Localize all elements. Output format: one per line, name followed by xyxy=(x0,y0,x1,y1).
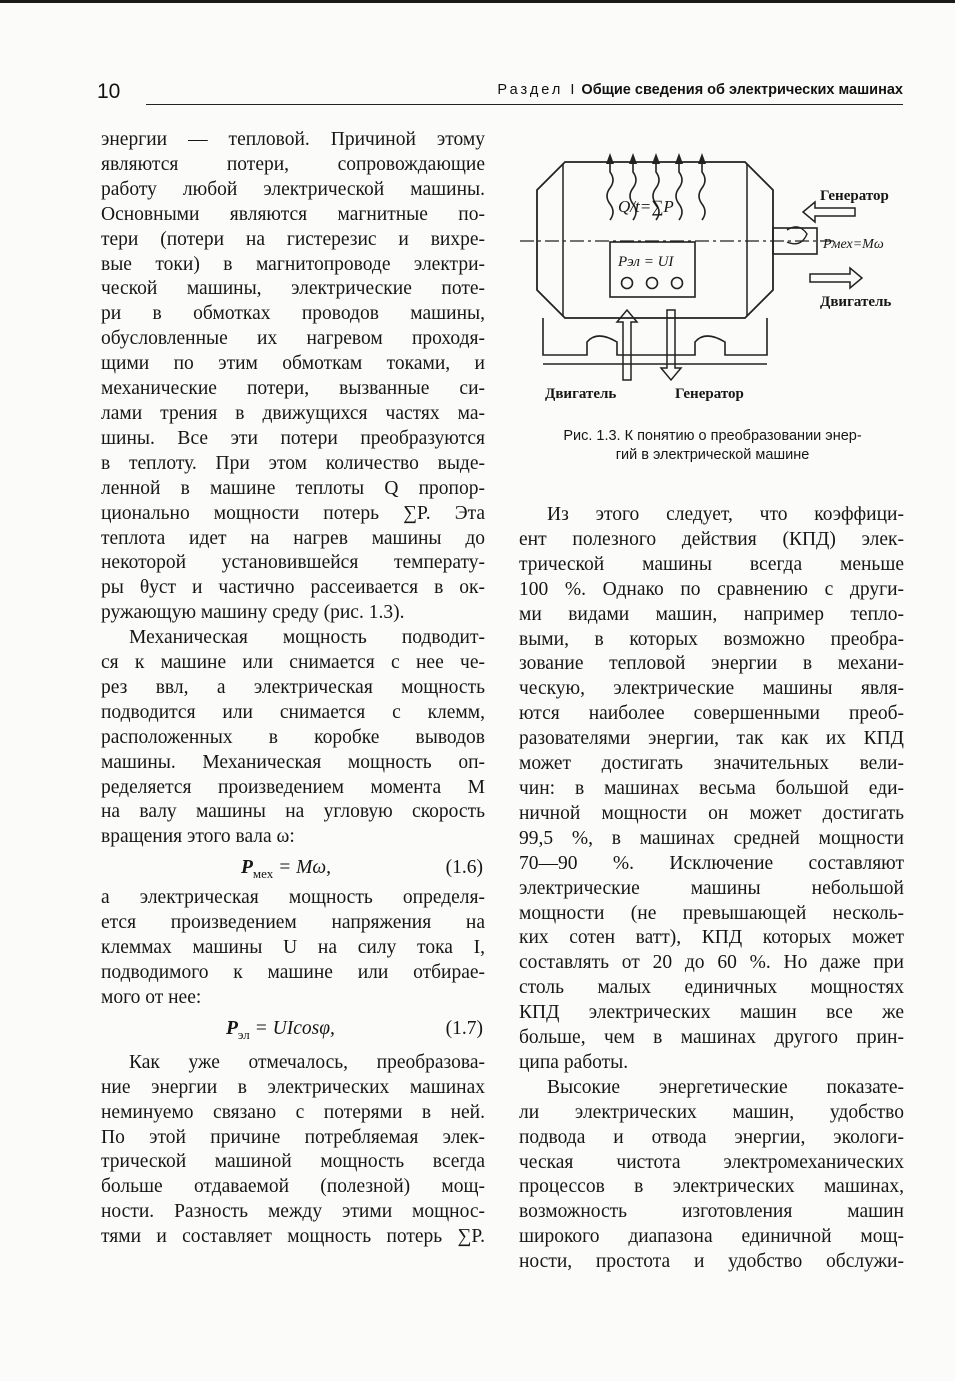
text-line: ры θуст и частично рассеивается в ок- xyxy=(101,577,485,599)
header-rule xyxy=(146,104,903,105)
text-line: разователями энергии, так как их КПД xyxy=(519,728,904,750)
text-line: больше отдаваемой (полезной) мощ- xyxy=(101,1176,485,1198)
text-line: обусловленные их нагревом проходя- xyxy=(101,328,485,350)
text-line: подвода и отвода энергии, экологи- xyxy=(519,1126,904,1148)
text-line: мощности (не превышающей несколь- xyxy=(519,902,904,924)
text-line: Как уже отмечалось, преобразова- xyxy=(129,1051,485,1073)
formula-1-6 xyxy=(101,850,485,886)
text-line: шины. Все эти потери преобразуются xyxy=(101,427,485,449)
text-line: ли электрических машин, удобство xyxy=(519,1101,904,1123)
paragraph-6 xyxy=(519,1076,904,1275)
text-line: на валу машины на угловую скорость xyxy=(101,801,485,823)
left-column xyxy=(101,128,485,1250)
text-line: машины. Механическая мощность оп- xyxy=(101,751,485,773)
text-line: ности, простота и удобство обслужи- xyxy=(519,1251,904,1273)
generator-label-right: Генератор xyxy=(820,188,889,204)
text-line: больше, чем в машинах другого прин- xyxy=(519,1027,904,1049)
text-line: чин: в машинах весьма большой еди- xyxy=(519,777,904,799)
figure-caption xyxy=(520,427,905,465)
text-line: ничной мощности он может достигать xyxy=(519,802,904,824)
text-line: вращения этого вала ω: xyxy=(101,826,295,848)
text-line: ципа работы. xyxy=(519,1051,629,1073)
text-line: выми, в которых возможно преобра- xyxy=(519,628,904,650)
formula-expression: $P_{мех} = M\omega$, xyxy=(241,857,332,882)
chapter-title: Общие сведения об электрических машинах xyxy=(581,82,903,98)
text-line: являются потери, сопровождающие xyxy=(101,153,485,175)
text-line: ределяется произведением момента M xyxy=(101,776,485,798)
text-line: ческой машины, электрические поте- xyxy=(101,278,485,300)
text-line: механические потери, вызванные си- xyxy=(101,378,485,400)
text-line: расположенных в коробке выводов xyxy=(101,726,485,748)
text-line: некоторой установившейся температу- xyxy=(101,552,485,574)
text-line: Из этого следует, что коэффици- xyxy=(547,504,904,525)
text-line: ми видами машин, например тепло- xyxy=(519,603,904,625)
text-line: зование тепловой энергии в механи- xyxy=(519,653,904,675)
paragraph-4 xyxy=(101,1051,485,1250)
formula-expression: $P_{эл} = UIcos\varphi$, xyxy=(226,1017,335,1042)
paragraph-1 xyxy=(101,128,485,626)
caption-line: Рис. 1.3. К понятию о преобразовании энер- xyxy=(563,428,862,444)
figure-1-3 xyxy=(515,150,910,410)
text-line: составлять от 20 до 60 %. Но даже при xyxy=(519,952,904,974)
text-line: мого от нее: xyxy=(101,986,202,1008)
text-line: лами трения в движущихся частях ма- xyxy=(101,402,485,424)
generator-output-arrow xyxy=(661,310,681,380)
shaft-power-label: Pмех=Mω xyxy=(823,237,884,252)
formula-number: (1.6) xyxy=(445,857,483,879)
terminal-label: Pэл = UI xyxy=(618,254,674,270)
text-line: электрические машины небольшой xyxy=(519,877,904,899)
paragraph-2 xyxy=(101,626,485,850)
text-line: подводимого к машине или отбирае- xyxy=(101,962,485,983)
text-line: ся к машине или снимается с нее че- xyxy=(101,652,485,674)
page-number: 10 xyxy=(97,80,121,103)
section-label: Раздел I xyxy=(497,82,578,98)
text-line: Основными являются магнитные по- xyxy=(101,203,485,225)
text-line: ческая чистота электромеханических xyxy=(519,1151,904,1173)
text-line: 99,5 %, в машинах средней мощности xyxy=(519,827,904,849)
text-line: вые токи) в магнитопроводе электри- xyxy=(101,253,485,275)
text-line: процессов в электрических машинах, xyxy=(519,1176,904,1198)
caption-line: гий в электрической машине xyxy=(615,447,810,463)
top-border xyxy=(0,0,955,3)
machine-diagram xyxy=(515,150,910,410)
text-line: возможность изготовления машин xyxy=(519,1201,904,1223)
text-line: столь малых единичных мощностях xyxy=(519,977,904,999)
paragraph-5 xyxy=(519,503,904,1076)
motor-label-right: Двигатель xyxy=(820,294,892,310)
text-line: 70—90 %. Исключение составляют xyxy=(519,852,904,874)
text-line: теплота идет на нагрев машины до xyxy=(101,527,485,549)
text-line: в теплоту. При этом количество выде- xyxy=(101,452,485,474)
text-line: ности. Разность между этими мощнос- xyxy=(101,1201,485,1223)
text-line: щими по этим обмоткам токами, и xyxy=(101,353,485,375)
generator-label-bottom: Генератор xyxy=(675,386,744,402)
text-line: рез ввл, а электрическая мощность xyxy=(101,676,485,698)
heat-label: Q/t=∑P xyxy=(618,197,674,216)
text-line: тери (потери на гистерезис и вихре- xyxy=(101,228,485,250)
text-line: 100 %. Однако по сравнению с други- xyxy=(519,578,904,600)
text-line: ент полезного действия (КПД) элек- xyxy=(519,528,904,550)
paragraph-3 xyxy=(101,886,485,1011)
text-line: ри в обмотках проводов машины, xyxy=(101,303,485,325)
text-line: неминуемо связано с потерями в ней. xyxy=(101,1101,485,1123)
text-line: КПД электрических машин все же xyxy=(519,1002,904,1024)
text-line: ческую, электрические машины явля- xyxy=(519,678,904,700)
text-line: ленной в машине теплоты Q пропор- xyxy=(101,477,485,499)
motor-input-arrow xyxy=(617,310,637,380)
text-line: трической машиной мощность всегда xyxy=(101,1151,485,1173)
text-line: Механическая мощность подводит- xyxy=(129,627,485,649)
right-column xyxy=(519,503,904,1275)
text-line: энергии — тепловой. Причиной этому xyxy=(101,129,485,150)
formula-number: (1.7) xyxy=(445,1017,483,1039)
motor-label-bottom: Двигатель xyxy=(545,386,617,402)
text-line: ционально мощности потерь ∑P. Эта xyxy=(101,502,485,524)
motor-arrow xyxy=(810,268,862,288)
text-line: ружающую машину среду (рис. 1.3). xyxy=(101,602,405,624)
text-line: ются наиболее совершенными преоб- xyxy=(519,703,904,725)
text-line: работу любой электрической машины. xyxy=(101,178,485,200)
text-line: может достигать значительных вели- xyxy=(519,753,904,775)
text-line: ние энергии в электрических машинах xyxy=(101,1076,485,1098)
text-line: подводится или снимается с клемм, xyxy=(101,701,485,723)
text-line: Высокие энергетические показате- xyxy=(547,1076,904,1098)
text-line: ется произведением напряжения на xyxy=(101,912,485,934)
formula-1-7 xyxy=(101,1011,485,1047)
text-line: По этой причине потребляемая элек- xyxy=(101,1126,485,1148)
generator-arrow xyxy=(803,202,855,222)
text-line: широкого диапазона единичной мощ- xyxy=(519,1226,904,1248)
machine-feet xyxy=(543,318,767,355)
text-line: трической машины всегда меньше xyxy=(519,553,904,575)
text-line: тями и составляет мощность потерь ∑P. xyxy=(101,1226,485,1248)
text-line: ких сотен ватт), КПД которых может xyxy=(519,927,904,949)
running-head xyxy=(497,82,903,98)
text-line: а электрическая мощность определя- xyxy=(101,887,485,909)
text-line: клеммах машины U на силу тока I, xyxy=(101,937,485,959)
